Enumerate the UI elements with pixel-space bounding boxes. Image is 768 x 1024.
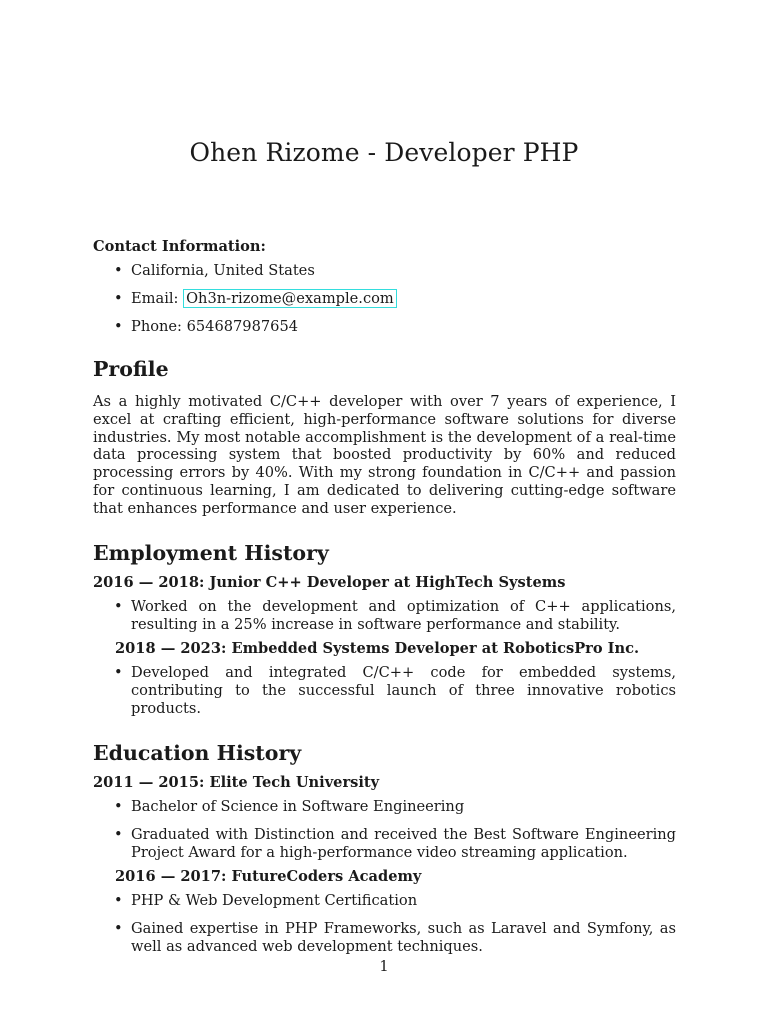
email-label: Email:: [131, 290, 184, 307]
list-item: [93, 826, 676, 862]
list-item: [93, 664, 676, 718]
contact-phone: [93, 318, 676, 336]
employment-heading: Employment History: [93, 540, 329, 565]
list-item: [93, 920, 676, 956]
contact-location: [93, 262, 676, 280]
contact-list: [93, 262, 676, 336]
bullet-icon: •: [114, 891, 123, 909]
job-details: [93, 598, 676, 634]
job-details: [93, 664, 676, 718]
list-item-text: Worked on the development and optimization of C++ applications, resulting in a 25% increase in software performance and stability.: [131, 597, 676, 633]
bullet-icon: •: [114, 797, 123, 815]
page-number: 1: [379, 958, 389, 975]
bullet-icon: •: [114, 663, 123, 681]
list-item: [93, 598, 676, 634]
education-heading: Education History: [93, 740, 302, 765]
page-title: Ohen Rizome - Developer PHP: [189, 138, 579, 167]
school-title: 2011 — 2015: Elite Tech University: [93, 773, 380, 791]
list-item-text: Gained expertise in PHP Frameworks, such as Laravel and Symfony, as well as advanced web development techniques.: [131, 919, 676, 955]
contact-email: [93, 290, 676, 308]
school-details: [93, 892, 676, 956]
school-details: [93, 798, 676, 862]
list-item-text: Graduated with Distinction and received the Best Software Engineering Project Award for a high-performance video streaming application.: [131, 825, 676, 861]
bullet-icon: •: [114, 597, 123, 615]
school-title: 2016 — 2017: FutureCoders Academy: [115, 867, 422, 885]
list-item-text: PHP & Web Development Certification: [131, 891, 418, 909]
job-title: 2016 — 2018: Junior C++ Developer at HighTech Systems: [93, 573, 566, 591]
contact-heading: Contact Information:: [93, 238, 266, 255]
bullet-icon: •: [114, 318, 123, 335]
location-text: California, United States: [131, 262, 315, 279]
resume-content: [93, 238, 676, 960]
bullet-icon: •: [114, 290, 123, 307]
list-item: [93, 892, 676, 910]
email-link[interactable]: Oh3n-rizome@example.com: [183, 289, 397, 308]
bullet-icon: •: [114, 919, 123, 937]
list-item: [93, 798, 676, 816]
phone-text: Phone: 654687987654: [131, 318, 299, 335]
bullet-icon: •: [114, 825, 123, 843]
job-title: 2018 — 2023: Embedded Systems Developer at RoboticsPro Inc.: [115, 639, 640, 657]
contact-section: [93, 238, 676, 336]
bullet-icon: •: [114, 262, 123, 279]
list-item-text: Bachelor of Science in Software Engineering: [131, 797, 465, 815]
profile-text: As a highly motivated C/C++ developer with over 7 years of experience, I excel at crafting efficient, high-performance software solutions for diverse industries. My most notable accomplishment is the development of a real-time data processing system that boosted productivity by 60% and reduced processing errors by 40%. With my strong foundation in C/C++ and passion for continuous learning, I am dedicated to delivering cutting-edge software that enhances performance and user experience.: [93, 393, 676, 517]
profile-heading: Profile: [93, 357, 169, 381]
list-item-text: Developed and integrated C/C++ code for embedded systems, contributing to the successful launch of three innovative robotics products.: [131, 663, 676, 717]
